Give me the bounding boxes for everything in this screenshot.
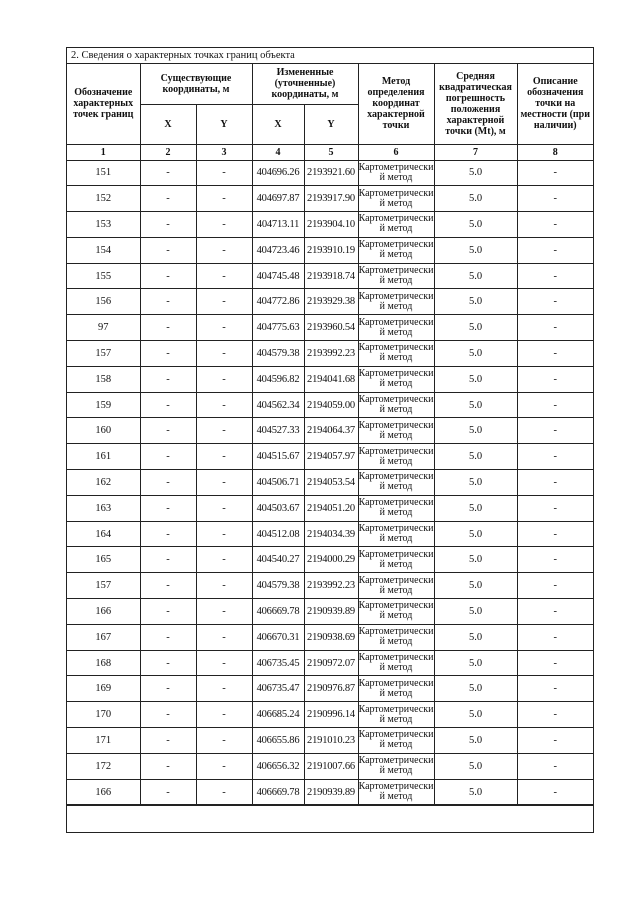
point-designation-cell: 152 (67, 186, 140, 212)
changed-y-cell: 2193918.74 (304, 263, 358, 289)
existing-y-cell: - (196, 444, 252, 470)
changed-x-cell: 404723.46 (252, 237, 304, 263)
changed-y-cell: 2194000.29 (304, 547, 358, 573)
existing-y-cell: - (196, 676, 252, 702)
point-designation-cell: 163 (67, 495, 140, 521)
existing-x-cell: - (140, 676, 196, 702)
changed-y-cell: 2193992.23 (304, 573, 358, 599)
changed-y-cell: 2193960.54 (304, 315, 358, 341)
accuracy-value-cell: 5.0 (434, 315, 517, 341)
description-cell: - (517, 728, 593, 754)
changed-y-cell: 2190996.14 (304, 702, 358, 728)
existing-y-cell: - (196, 315, 252, 341)
description-cell: - (517, 418, 593, 444)
changed-y-cell: 2190976.87 (304, 676, 358, 702)
table-row (67, 186, 593, 212)
changed-x-cell: 404540.27 (252, 547, 304, 573)
table-row (67, 160, 593, 186)
method-cell: Картометрический метод (358, 753, 434, 779)
column-number: 3 (196, 144, 252, 160)
table-body (67, 160, 593, 805)
changed-x-cell: 404696.26 (252, 160, 304, 186)
changed-y-cell: 2193917.90 (304, 186, 358, 212)
table-row (67, 702, 593, 728)
table-row (67, 573, 593, 599)
accuracy-value-cell: 5.0 (434, 289, 517, 315)
method-cell: Картометрический метод (358, 341, 434, 367)
existing-x-cell: - (140, 650, 196, 676)
point-designation-cell: 157 (67, 341, 140, 367)
table-row (67, 444, 593, 470)
header-existing-x: X (140, 104, 196, 144)
existing-y-cell: - (196, 624, 252, 650)
description-cell: - (517, 470, 593, 496)
method-cell: Картометрический метод (358, 444, 434, 470)
header-accuracy: Средняя квадратическая погрешность положения характерной точки (Mt), м (434, 64, 517, 144)
changed-y-cell: 2194057.97 (304, 444, 358, 470)
point-designation-cell: 166 (67, 599, 140, 625)
existing-y-cell: - (196, 263, 252, 289)
point-designation-cell: 168 (67, 650, 140, 676)
method-cell: Картометрический метод (358, 418, 434, 444)
accuracy-value-cell: 5.0 (434, 547, 517, 573)
existing-y-cell: - (196, 341, 252, 367)
description-cell: - (517, 495, 593, 521)
changed-x-cell: 406735.47 (252, 676, 304, 702)
accuracy-value-cell: 5.0 (434, 728, 517, 754)
changed-y-cell: 2194064.37 (304, 418, 358, 444)
method-cell: Картометрический метод (358, 392, 434, 418)
section-title: 2. Сведения о характерных точках границ объекта (67, 48, 593, 64)
changed-x-cell: 404775.63 (252, 315, 304, 341)
accuracy-value-cell: 5.0 (434, 599, 517, 625)
description-cell: - (517, 702, 593, 728)
point-designation-cell: 170 (67, 702, 140, 728)
table-row (67, 212, 593, 238)
existing-y-cell: - (196, 237, 252, 263)
method-cell: Картометрический метод (358, 624, 434, 650)
existing-x-cell: - (140, 753, 196, 779)
changed-x-cell: 404579.38 (252, 341, 304, 367)
accuracy-value-cell: 5.0 (434, 341, 517, 367)
accuracy-value-cell: 5.0 (434, 366, 517, 392)
point-designation-cell: 164 (67, 521, 140, 547)
description-cell: - (517, 676, 593, 702)
changed-y-cell: 2194053.54 (304, 470, 358, 496)
table-row (67, 237, 593, 263)
changed-x-cell: 406685.24 (252, 702, 304, 728)
header-changed-y: Y (304, 104, 358, 144)
description-cell: - (517, 341, 593, 367)
method-cell: Картометрический метод (358, 521, 434, 547)
description-cell: - (517, 573, 593, 599)
point-designation-cell: 169 (67, 676, 140, 702)
existing-y-cell: - (196, 470, 252, 496)
existing-y-cell: - (196, 160, 252, 186)
description-cell: - (517, 263, 593, 289)
point-designation-cell: 154 (67, 237, 140, 263)
existing-y-cell: - (196, 650, 252, 676)
header-existing-coordinates: Существующие координаты, м (140, 64, 252, 104)
changed-y-cell: 2193992.23 (304, 341, 358, 367)
existing-x-cell: - (140, 573, 196, 599)
existing-x-cell: - (140, 444, 196, 470)
changed-x-cell: 404713.11 (252, 212, 304, 238)
accuracy-value-cell: 5.0 (434, 160, 517, 186)
existing-x-cell: - (140, 495, 196, 521)
point-designation-cell: 162 (67, 470, 140, 496)
column-number: 1 (67, 144, 140, 160)
column-number: 5 (304, 144, 358, 160)
description-cell: - (517, 650, 593, 676)
existing-x-cell: - (140, 212, 196, 238)
changed-x-cell: 406670.31 (252, 624, 304, 650)
table-row (67, 547, 593, 573)
method-cell: Картометрический метод (358, 470, 434, 496)
changed-x-cell: 404506.71 (252, 470, 304, 496)
method-cell: Картометрический метод (358, 547, 434, 573)
changed-y-cell: 2193921.60 (304, 160, 358, 186)
table-row (67, 599, 593, 625)
existing-x-cell: - (140, 470, 196, 496)
point-designation-cell: 153 (67, 212, 140, 238)
changed-y-cell: 2191007.66 (304, 753, 358, 779)
existing-y-cell: - (196, 212, 252, 238)
accuracy-value-cell: 5.0 (434, 263, 517, 289)
changed-x-cell: 404772.86 (252, 289, 304, 315)
table-row (67, 470, 593, 496)
existing-x-cell: - (140, 237, 196, 263)
accuracy-value-cell: 5.0 (434, 237, 517, 263)
point-designation-cell: 172 (67, 753, 140, 779)
method-cell: Картометрический метод (358, 573, 434, 599)
existing-x-cell: - (140, 521, 196, 547)
changed-y-cell: 2193929.38 (304, 289, 358, 315)
existing-y-cell: - (196, 521, 252, 547)
description-cell: - (517, 779, 593, 805)
changed-x-cell: 404527.33 (252, 418, 304, 444)
point-designation-cell: 166 (67, 779, 140, 805)
accuracy-value-cell: 5.0 (434, 650, 517, 676)
existing-x-cell: - (140, 341, 196, 367)
method-cell: Картометрический метод (358, 366, 434, 392)
column-number-row (67, 144, 593, 160)
header-changed-x: X (252, 104, 304, 144)
table-row (67, 728, 593, 754)
table-row (67, 341, 593, 367)
description-cell: - (517, 315, 593, 341)
existing-y-cell: - (196, 547, 252, 573)
column-number: 4 (252, 144, 304, 160)
column-number: 6 (358, 144, 434, 160)
existing-x-cell: - (140, 599, 196, 625)
existing-y-cell: - (196, 779, 252, 805)
point-designation-cell: 155 (67, 263, 140, 289)
changed-x-cell: 404697.87 (252, 186, 304, 212)
changed-x-cell: 404515.67 (252, 444, 304, 470)
header-description: Описание обозначения точки на местности (при наличии) (517, 64, 593, 144)
header-method: Метод определения координат характерной точки (358, 64, 434, 144)
method-cell: Картометрический метод (358, 186, 434, 212)
table-row (67, 263, 593, 289)
existing-y-cell: - (196, 392, 252, 418)
description-cell: - (517, 444, 593, 470)
table-row (67, 521, 593, 547)
existing-x-cell: - (140, 418, 196, 444)
existing-y-cell: - (196, 289, 252, 315)
changed-x-cell: 404562.34 (252, 392, 304, 418)
point-designation-cell: 161 (67, 444, 140, 470)
existing-x-cell: - (140, 186, 196, 212)
point-designation-cell: 160 (67, 418, 140, 444)
existing-y-cell: - (196, 186, 252, 212)
changed-y-cell: 2193904.10 (304, 212, 358, 238)
existing-y-cell: - (196, 418, 252, 444)
description-cell: - (517, 547, 593, 573)
description-cell: - (517, 186, 593, 212)
table-row (67, 676, 593, 702)
changed-y-cell: 2191010.23 (304, 728, 358, 754)
method-cell: Картометрический метод (358, 702, 434, 728)
method-cell: Картометрический метод (358, 728, 434, 754)
method-cell: Картометрический метод (358, 599, 434, 625)
accuracy-value-cell: 5.0 (434, 573, 517, 599)
existing-x-cell: - (140, 779, 196, 805)
existing-x-cell: - (140, 728, 196, 754)
accuracy-value-cell: 5.0 (434, 676, 517, 702)
point-designation-cell: 151 (67, 160, 140, 186)
changed-x-cell: 406735.45 (252, 650, 304, 676)
point-designation-cell: 159 (67, 392, 140, 418)
changed-y-cell: 2193910.19 (304, 237, 358, 263)
existing-x-cell: - (140, 624, 196, 650)
accuracy-value-cell: 5.0 (434, 624, 517, 650)
changed-y-cell: 2190972.07 (304, 650, 358, 676)
changed-x-cell: 406655.86 (252, 728, 304, 754)
existing-y-cell: - (196, 599, 252, 625)
method-cell: Картометрический метод (358, 237, 434, 263)
description-cell: - (517, 753, 593, 779)
changed-x-cell: 406669.78 (252, 779, 304, 805)
boundary-points-table (67, 64, 593, 805)
changed-x-cell: 404596.82 (252, 366, 304, 392)
changed-x-cell: 404503.67 (252, 495, 304, 521)
existing-y-cell: - (196, 366, 252, 392)
description-cell: - (517, 599, 593, 625)
header-point-designation: Обозначение характерных точек границ (67, 64, 140, 144)
table-row (67, 753, 593, 779)
accuracy-value-cell: 5.0 (434, 392, 517, 418)
changed-x-cell: 404745.48 (252, 263, 304, 289)
document-frame (66, 47, 594, 833)
description-cell: - (517, 366, 593, 392)
method-cell: Картометрический метод (358, 676, 434, 702)
table-row (67, 650, 593, 676)
column-number: 7 (434, 144, 517, 160)
table-row (67, 779, 593, 805)
accuracy-value-cell: 5.0 (434, 779, 517, 805)
changed-y-cell: 2190938.69 (304, 624, 358, 650)
changed-y-cell: 2190939.89 (304, 779, 358, 805)
changed-x-cell: 404512.08 (252, 521, 304, 547)
table-bottom-spacer (67, 805, 593, 828)
method-cell: Картометрический метод (358, 289, 434, 315)
existing-y-cell: - (196, 728, 252, 754)
accuracy-value-cell: 5.0 (434, 470, 517, 496)
method-cell: Картометрический метод (358, 160, 434, 186)
existing-x-cell: - (140, 289, 196, 315)
changed-y-cell: 2194059.00 (304, 392, 358, 418)
table-row (67, 418, 593, 444)
changed-x-cell: 406669.78 (252, 599, 304, 625)
description-cell: - (517, 160, 593, 186)
table-row (67, 289, 593, 315)
point-designation-cell: 97 (67, 315, 140, 341)
changed-y-cell: 2194041.68 (304, 366, 358, 392)
description-cell: - (517, 289, 593, 315)
accuracy-value-cell: 5.0 (434, 495, 517, 521)
accuracy-value-cell: 5.0 (434, 212, 517, 238)
existing-x-cell: - (140, 160, 196, 186)
existing-x-cell: - (140, 702, 196, 728)
table-row (67, 495, 593, 521)
method-cell: Картометрический метод (358, 650, 434, 676)
header-existing-y: Y (196, 104, 252, 144)
description-cell: - (517, 521, 593, 547)
table-row (67, 366, 593, 392)
method-cell: Картометрический метод (358, 495, 434, 521)
point-designation-cell: 167 (67, 624, 140, 650)
accuracy-value-cell: 5.0 (434, 186, 517, 212)
column-number: 8 (517, 144, 593, 160)
point-designation-cell: 171 (67, 728, 140, 754)
existing-x-cell: - (140, 263, 196, 289)
table-row (67, 392, 593, 418)
table-row (67, 315, 593, 341)
existing-x-cell: - (140, 547, 196, 573)
changed-y-cell: 2194051.20 (304, 495, 358, 521)
method-cell: Картометрический метод (358, 263, 434, 289)
accuracy-value-cell: 5.0 (434, 521, 517, 547)
accuracy-value-cell: 5.0 (434, 418, 517, 444)
accuracy-value-cell: 5.0 (434, 702, 517, 728)
description-cell: - (517, 392, 593, 418)
existing-y-cell: - (196, 753, 252, 779)
description-cell: - (517, 237, 593, 263)
existing-x-cell: - (140, 392, 196, 418)
description-cell: - (517, 624, 593, 650)
changed-x-cell: 406656.32 (252, 753, 304, 779)
existing-x-cell: - (140, 366, 196, 392)
description-cell: - (517, 212, 593, 238)
method-cell: Картометрический метод (358, 315, 434, 341)
accuracy-value-cell: 5.0 (434, 753, 517, 779)
method-cell: Картометрический метод (358, 779, 434, 805)
existing-y-cell: - (196, 573, 252, 599)
changed-x-cell: 404579.38 (252, 573, 304, 599)
existing-x-cell: - (140, 315, 196, 341)
point-designation-cell: 156 (67, 289, 140, 315)
header-changed-coordinates: Измененные (уточненные) координаты, м (252, 64, 358, 104)
point-designation-cell: 157 (67, 573, 140, 599)
point-designation-cell: 165 (67, 547, 140, 573)
existing-y-cell: - (196, 495, 252, 521)
table-row (67, 624, 593, 650)
changed-y-cell: 2190939.89 (304, 599, 358, 625)
method-cell: Картометрический метод (358, 212, 434, 238)
changed-y-cell: 2194034.39 (304, 521, 358, 547)
accuracy-value-cell: 5.0 (434, 444, 517, 470)
point-designation-cell: 158 (67, 366, 140, 392)
column-number: 2 (140, 144, 196, 160)
existing-y-cell: - (196, 702, 252, 728)
